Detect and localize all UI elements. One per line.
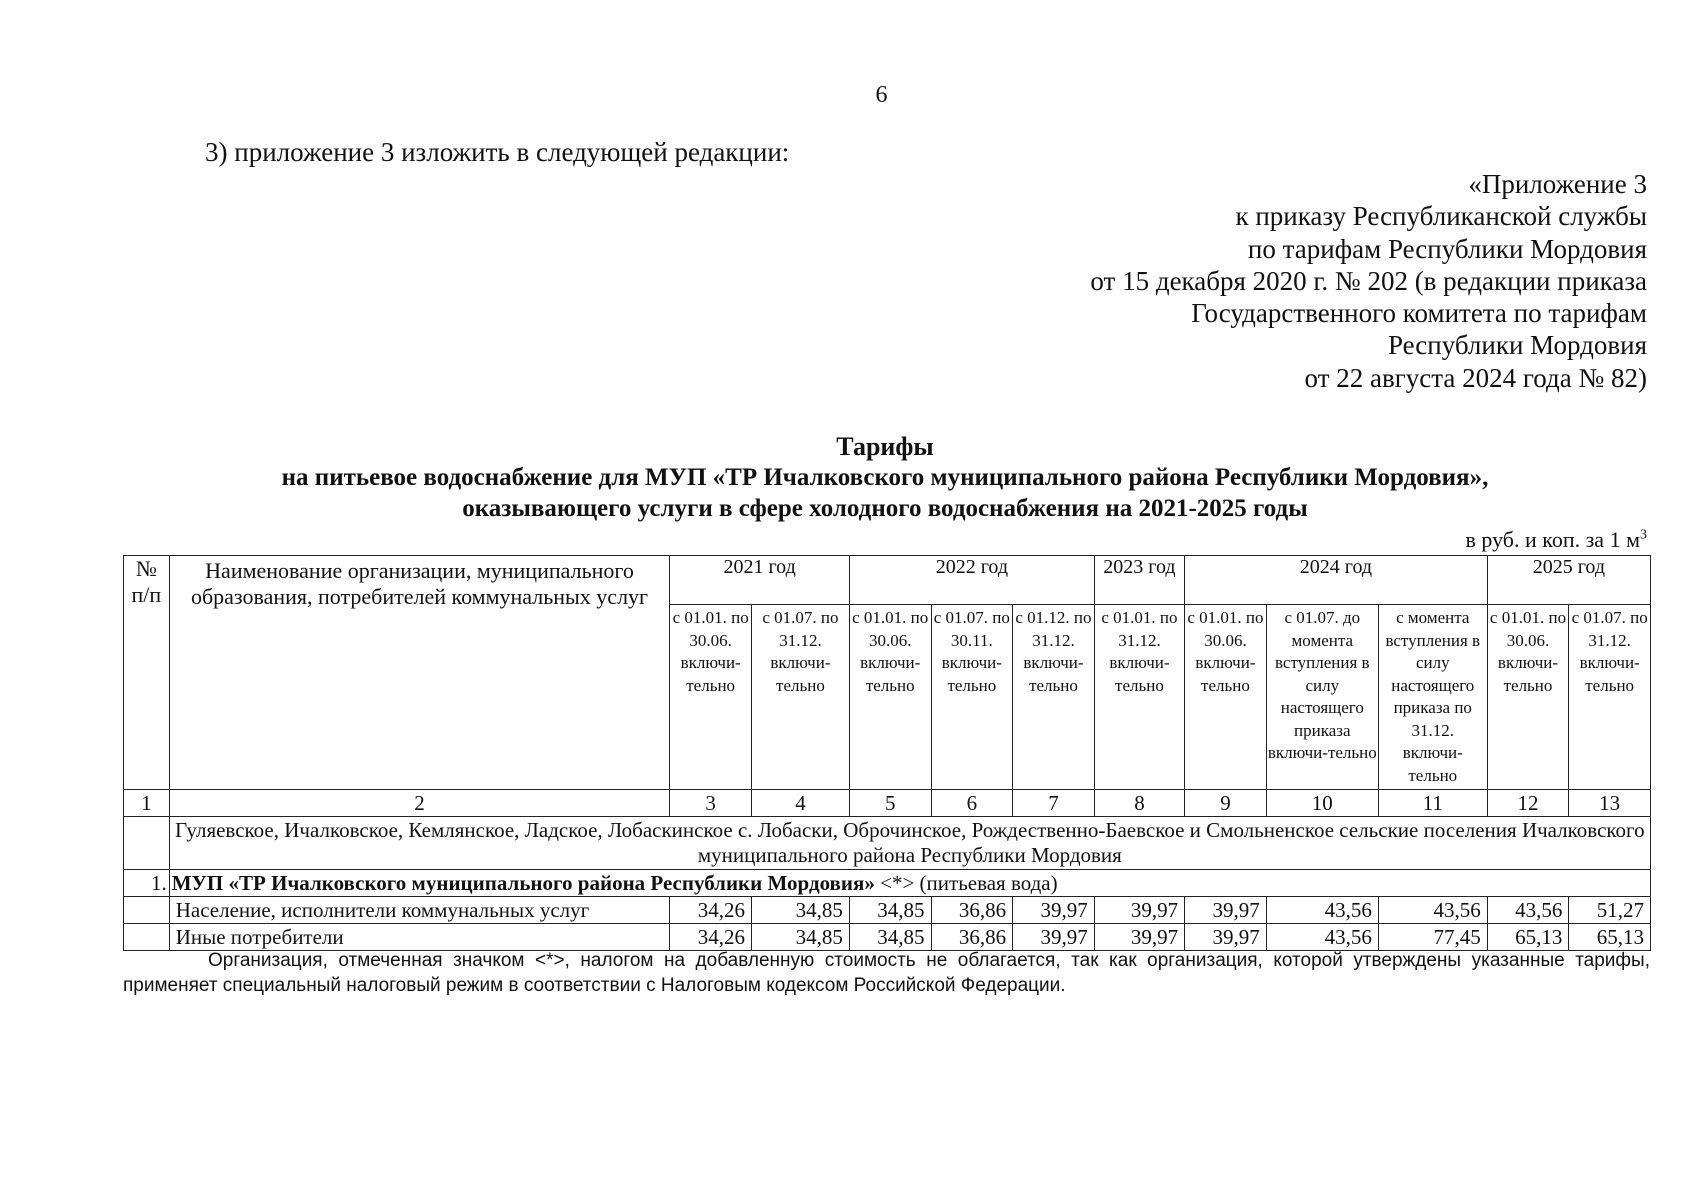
column-number: 4 xyxy=(751,790,849,817)
table-row xyxy=(124,924,1651,951)
empty-cell xyxy=(124,924,170,951)
header-period: с 01.12. по 31.12. включи-тельно xyxy=(1013,605,1095,790)
organization-note: <*> (питьевая вода) xyxy=(874,871,1058,895)
organization-number: 1. xyxy=(124,870,170,897)
appendix-reference xyxy=(887,168,1647,394)
appendix-line: от 15 декабря 2020 г. № 202 (в редакции приказа xyxy=(1090,265,1647,296)
tariff-value: 39,97 xyxy=(1013,897,1095,924)
column-number: 3 xyxy=(670,790,752,817)
footnote: Организация, отмеченная значком <*>, налогом на добавленную стоимость не облагается, так как организация, которой утверждены указанные тарифы, применяет специальный налоговый режим в соответствии с Налоговым кодексом Российской Федерации. xyxy=(123,950,1650,996)
column-number: 13 xyxy=(1569,790,1651,817)
appendix-line: от 22 августа 2024 года № 82) xyxy=(1304,362,1647,393)
header-period: с 01.01. по 30.06. включи-тельно xyxy=(1487,605,1569,790)
column-number: 7 xyxy=(1013,790,1095,817)
consumer-label: Население, исполнители коммунальных услуг xyxy=(169,897,670,924)
header-period: с 01.01. по 31.12. включи-тельно xyxy=(1094,605,1184,790)
column-number-row xyxy=(124,790,1651,817)
empty-cell xyxy=(124,817,170,870)
title-line: на питьевое водоснабжение для МУП «ТР Ичалковского муниципального района Республики Мордовия», xyxy=(281,464,1489,491)
organization-row xyxy=(124,870,1651,897)
intro-paragraph: 3) приложение 3 изложить в следующей редакции: xyxy=(205,137,790,167)
header-period: с 01.01. по 30.06. включи-тельно xyxy=(670,605,752,790)
units-sup: 3 xyxy=(1640,527,1647,543)
title-line: оказывающего услуги в сфере холодного водоснабжения на 2021-2025 годы xyxy=(462,495,1308,522)
appendix-line: «Приложение 3 xyxy=(1468,169,1647,199)
header-name: Наименование организации, муниципального образования, потребителей коммунальных услуг xyxy=(169,556,670,790)
appendix-line: Государственного комитета по тарифам xyxy=(1191,298,1647,329)
column-number: 10 xyxy=(1266,790,1378,817)
header-year: 2021 год xyxy=(670,556,850,605)
appendix-line: к приказу Республиканской службы xyxy=(1235,201,1647,232)
column-number: 2 xyxy=(169,790,670,817)
empty-cell xyxy=(124,897,170,924)
title-main: Тарифы xyxy=(836,432,934,461)
consumer-label: Иные потребители xyxy=(169,924,670,951)
column-number: 9 xyxy=(1185,790,1267,817)
tariff-value: 39,97 xyxy=(1185,924,1267,951)
tariff-value: 43,56 xyxy=(1487,897,1569,924)
tariff-value: 36,86 xyxy=(931,924,1013,951)
tariff-value: 34,85 xyxy=(751,924,849,951)
header-period: с 01.01. по 30.06. включи-тельно xyxy=(1185,605,1267,790)
column-number: 5 xyxy=(849,790,931,817)
column-number: 8 xyxy=(1094,790,1184,817)
settlements-text: Гуляевское, Ичалковское, Кемлянское, Ладское, Лобаскинское с. Лобаски, Оброчинское, Рождественно-Баевское и Смольненское сельские поселения Ичалковского муниципального района Республики Мордовия xyxy=(169,817,1650,870)
tariff-value: 65,13 xyxy=(1569,924,1651,951)
tariff-value: 34,85 xyxy=(849,897,931,924)
tariff-value: 34,26 xyxy=(670,924,752,951)
tariff-value: 77,45 xyxy=(1378,924,1487,951)
tariff-value: 39,97 xyxy=(1013,924,1095,951)
organization-cell xyxy=(169,870,1650,897)
tariff-value: 43,56 xyxy=(1266,897,1378,924)
header-period: с момента вступления в силу настоящего приказа по 31.12. включи-тельно xyxy=(1378,605,1487,790)
appendix-line: Республики Мордовия xyxy=(1387,330,1647,361)
header-period: с 01.01. по 30.06. включи-тельно xyxy=(849,605,931,790)
tariff-value: 36,86 xyxy=(931,897,1013,924)
appendix-line: по тарифам Республики Мордовия xyxy=(1247,233,1647,264)
header-year: 2023 год xyxy=(1094,556,1184,605)
table-row xyxy=(124,897,1651,924)
page-number: 6 xyxy=(875,82,888,108)
header-year: 2025 год xyxy=(1487,556,1650,605)
header-period: с 01.07. по 31.12. включи-тельно xyxy=(1569,605,1651,790)
organization-name: МУП «ТР Ичалковского муниципального района Республики Мордовия» xyxy=(171,871,875,895)
tariff-value: 39,97 xyxy=(1094,924,1184,951)
header-period: с 01.07. до момента вступления в силу настоящего приказа включи-тельно xyxy=(1266,605,1378,790)
tariff-value: 39,97 xyxy=(1094,897,1184,924)
tariff-value: 65,13 xyxy=(1487,924,1569,951)
tariff-value: 34,26 xyxy=(670,897,752,924)
tariff-value: 39,97 xyxy=(1185,897,1267,924)
header-number: № п/п xyxy=(124,556,170,790)
tariff-value: 51,27 xyxy=(1569,897,1651,924)
tariff-value: 43,56 xyxy=(1266,924,1378,951)
units-text: в руб. и коп. за 1 м xyxy=(1465,527,1640,552)
header-period: с 01.07. по 30.11. включи-тельно xyxy=(931,605,1013,790)
header-period: с 01.07. по 31.12. включи-тельно xyxy=(751,605,849,790)
header-year: 2022 год xyxy=(849,556,1094,605)
settlements-row xyxy=(124,817,1651,870)
column-number: 1 xyxy=(124,790,170,817)
tariff-value: 43,56 xyxy=(1378,897,1487,924)
tariffs-table xyxy=(123,555,1651,951)
units-label xyxy=(1466,527,1648,553)
document-title xyxy=(120,431,1650,524)
column-number: 11 xyxy=(1378,790,1487,817)
column-number: 12 xyxy=(1487,790,1569,817)
column-number: 6 xyxy=(931,790,1013,817)
tariff-value: 34,85 xyxy=(751,897,849,924)
header-year: 2024 год xyxy=(1185,556,1488,605)
tariff-value: 34,85 xyxy=(849,924,931,951)
